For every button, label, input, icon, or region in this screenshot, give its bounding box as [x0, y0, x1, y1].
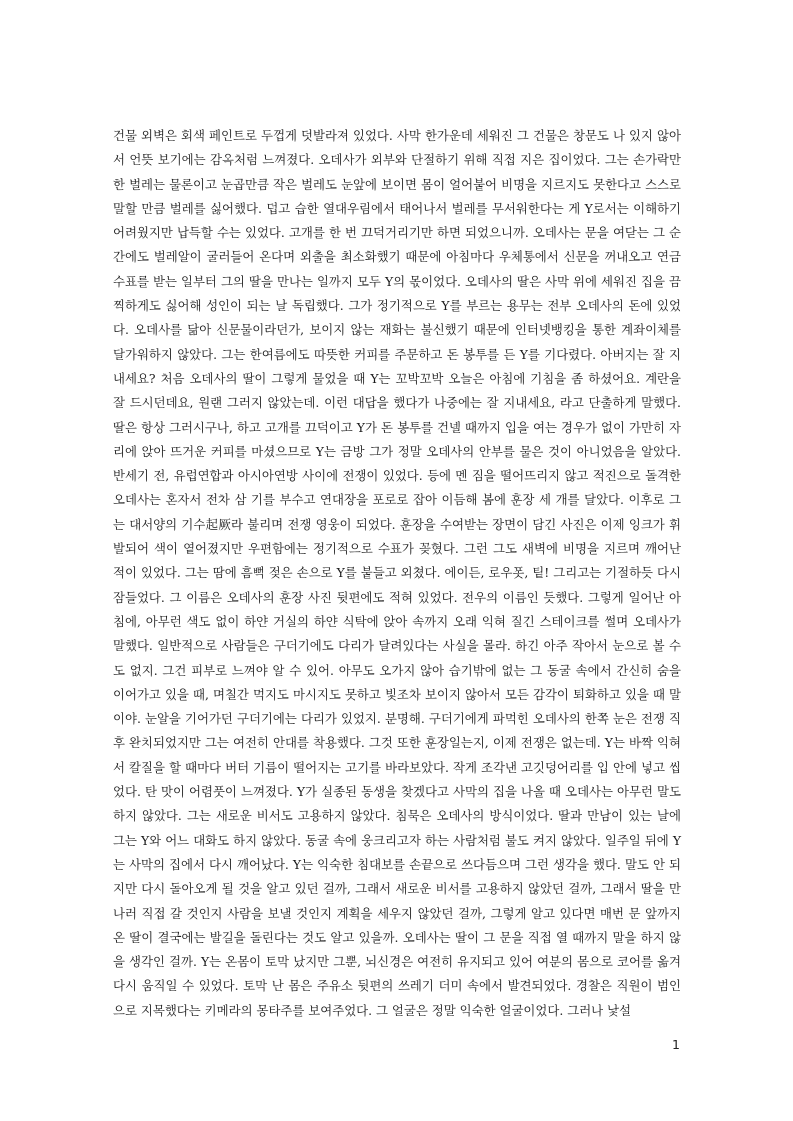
page-number: 1	[672, 1037, 680, 1052]
body-paragraph: 건물 외벽은 회색 페인트로 두껍게 덧발라져 있었다. 사막 한가운데 세워진 그 건물은 창문도 나 있지 않아서 언뜻 보기에는 감옥처럼 느껴졌다. 오데사가 외부와 단절하기 위해 직접 지은 집이었다. 그는 손가락만한 벌레는 물론이고 눈곱만큼 작은 벌레도 눈앞에 보이면 몸이 얼어붙어 비명을 지르지도 못한다고 스스로 말할 만큼 벌레를 싫어했다. 덥고 습한 열대우림에서 태어나서 벌레를 무서워한다는 게 Y로서는 이해하기 어려웠지만 납득할 수는 있었다. 고개를 한 번 끄덕거리기만 하면 되었으니까. 오데사는 문을 여닫는 그 순간에도 벌레알이 굴러들어 온다며 외출을 최소화했기 때문에 아침마다 우체통에서 신문을 꺼내오고 연금 수표를 받는 일부터 그의 딸을 만나는 일까지 모두 Y의 몫이었다. 오데사의 딸은 사막 위에 세워진 집을 끔찍하게도 싫어해 성인이 되는 날 독립했다. 그가 정기적으로 Y를 부르는 용무는 전부 오데사의 돈에 있었다. 오데사를 닮아 신문물이라던가, 보이지 않는 재화는 불신했기 때문에 인터넷뱅킹을 통한 계좌이체를 달가워하지 않았다. 그는 한여름에도 따뜻한 커피를 주문하고 돈 봉투를 든 Y를 기다렸다. 아버지는 잘 지내세요? 처음 오데사의 딸이 그렇게 물었을 때 Y는 꼬박꼬박 오늘은 아침에 기침을 좀 하셨어요. 계란을 잘 드시던데요, 원랜 그러지 않았는데. 이런 대답을 했다가 나중에는 잘 지내세요, 라고 단출하게 말했다. 딸은 항상 그러시구나, 하고 고개를 끄덕이고 Y가 돈 봉투를 건넬 때까지 입을 여는 경우가 없이 가만히 자리에 앉아 뜨거운 커피를 마셨으므로 Y는 금방 그가 정말 오데사의 안부를 물은 것이 아니었음을 알았다. 반세기 전, 유럽연합과 아시아연방 사이에 전쟁이 있었다. 등에 멘 짐을 떨어뜨리지 않고 적진으로 돌격한 오데사는 혼자서 전차 삼 기를 부수고 연대장을 포로로 잡아 이듬해 봄에 훈장 세 개를 달았다. 이후로 그는 대서양의 기수起厥라 불리며 전쟁 영웅이 되었다. 훈장을 수여받는 장면이 담긴 사진은 이제 잉크가 휘발되어 색이 옅어졌지만 우편함에는 정기적으로 수표가 꽂혔다. 그런 그도 새벽에 비명을 지르며 깨어난 적이 있었다. 그는 땀에 흠뻑 젖은 손으로 Y를 붙들고 외쳤다. 에이든, 로우폿, 팉! 그리고는 기절하듯 다시 잠들었다. 그 이름은 오데사의 훈장 사진 뒷편에도 적혀 있었다. 전우의 이름인 듯했다. 그렇게 일어난 아침에, 아무런 색도 없이 하얀 거실의 하얀 식탁에 앉아 속까지 오래 익혀 질긴 스테이크를 썰며 오데사가 말했다. 일반적으로 사람들은 구더기에도 다리가 달려있다는 사실을 몰라. 하긴 아주 작아서 눈으로 볼 수도 없지. 그건 피부로 느껴야 알 수 있어. 아무도 오가지 않아 습기밖에 없는 그 동굴 속에서 간신히 숨을 이어가고 있을 때, 며칠간 먹지도 마시지도 못하고 빛조차 보이지 않아서 모든 감각이 퇴화하고 있을 때 말이야. 눈알을 기어가던 구더기에는 다리가 있었지. 분명해. 구더기에게 파먹힌 오데사의 한쪽 눈은 전쟁 직후 완치되었지만 그는 여전히 안대를 착용했다. 그것 또한 훈장일는지, 이제 전쟁은 없는데. Y는 바짝 익혀서 칼질을 할 때마다 버터 기름이 떨어지는 고기를 바라보았다. 작게 조각낸 고깃덩어리를 입 안에 넣고 씹었다. 탄 맛이 어렴풋이 느껴졌다. Y가 실종된 동생을 찾겠다고 사막의 집을 나올 때 오데사는 아무런 말도 하지 않았다. 그는 새로운 비서도 고용하지 않았다. 침묵은 오데사의 방식이었다. 딸과 만남이 있는 날에 그는 Y와 어느 대화도 하지 않았다. 동굴 속에 웅크리고자 하는 사람처럼 불도 켜지 않았다. 일주일 뒤에 Y는 사막의 집에서 다시 깨어났다. Y는 익숙한 침대보를 손끝으로 쓰다듬으며 그런 생각을 했다. 말도 안 되지만 다시 돌아오게 될 것을 알고 있던 걸까, 그래서 새로운 비서를 고용하지 않았던 걸까, 그래서 딸을 만나러 직접 갈 것인지 사람을 보낼 것인지 계획을 세우지 않았던 걸까, 그렇게 알고 있다면 매번 문 앞까지 온 딸이 결국에는 발길을 돌린다는 것도 알고 있을까. 오데사는 딸이 그 문을 직접 열 때까지 말을 하지 않을 생각인 걸까. Y는 온몸이 토막 났지만 그뿐, 뇌신경은 여전히 유지되고 있어 여분의 몸으로 코어를 옮겨 다시 움직일 수 있었다. 토막 난 몸은 주유소 뒷편의 쓰레기 더미 속에서 발견되었다. 경찰은 직원이 범인으로 지목했다는 키메라의 몽타주를 보여주었다. 그 얼굴은 정말 익숙한 얼굴이었다. 그러나 낯설	[113, 128, 681, 1018]
